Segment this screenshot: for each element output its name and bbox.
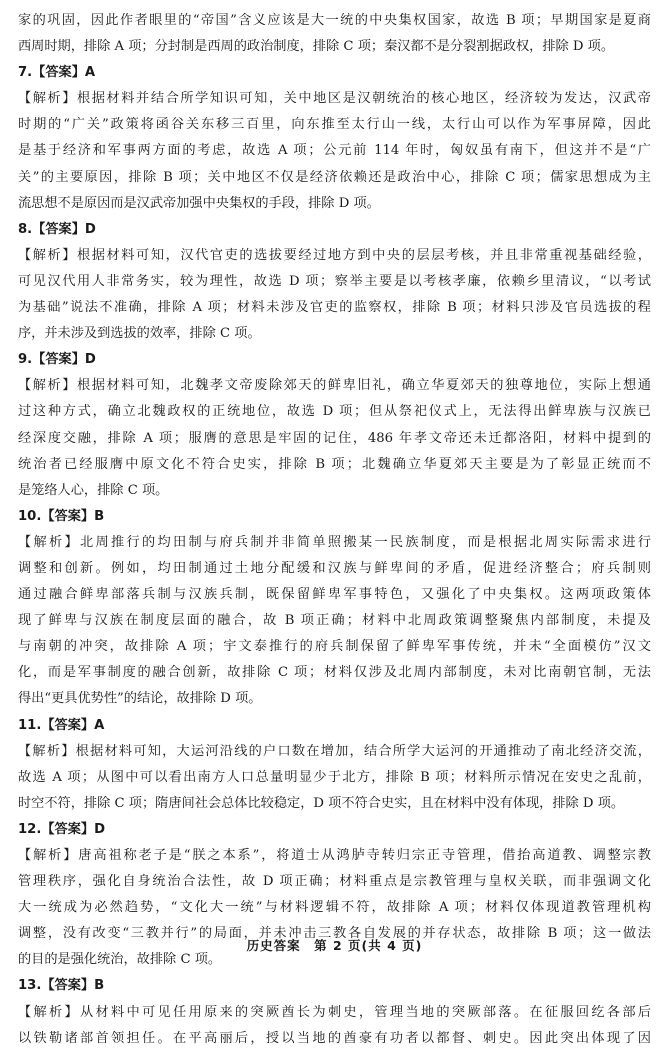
answer-text-block bbox=[18, 8, 651, 1052]
explanation-line: 管理秩序，强化自身统治合法性，故 D 项正确；材料重点是宗教管理与皇权关联，而非强调文化 bbox=[18, 874, 651, 890]
explanation-line: 调整和创新。例如，均田制通过土地分配缓和汉族与鲜卑间的矛盾，促进经济整合；府兵制则 bbox=[18, 560, 651, 576]
explanation-line: 的目的是强化统治，故排除 C 项。 bbox=[18, 952, 222, 968]
answer-key-line: 13.【答案】B bbox=[18, 978, 105, 994]
explanation-line: 统治者已经服膺中原文化不符合史实，排除 B 项；北魏确立华夏郊天主要是为了彰显正统而不 bbox=[18, 456, 651, 472]
explanation-line: 家的巩固，因此作者眼里的“帝国”含义应该是大一统的中央集权国家，故选 B 项；早期国家是夏商 bbox=[18, 13, 651, 28]
explanation-line: 【解析】根据材料可知，汉代官吏的选拔要经过地方到中央的层层考核，并且非常重视基础经验， bbox=[18, 247, 651, 263]
explanation-line: 为基础”说法不准确，排除 A 项；材料未涉及官吏的监察权，排除 B 项；材料只涉及官员选拔的程 bbox=[18, 300, 651, 316]
explanation-line: 是笼络人心，排除 C 项。 bbox=[18, 482, 169, 498]
explanation-line: 通过融合鲜卑部落兵制与汉族兵制，既保留鲜卑军事特色，又强化了中央集权。这两项政策体 bbox=[18, 587, 651, 603]
answer-key-line: 11.【答案】A bbox=[18, 717, 105, 733]
explanation-line: 过这种方式，确立北魏政权的正统地位，故选 D 项；但从祭祀仪式上，无法得出鲜卑族与汉族已 bbox=[18, 404, 651, 420]
answer-key-line: 7.【答案】A bbox=[18, 65, 96, 81]
answer-key-line: 9.【答案】D bbox=[18, 352, 96, 368]
explanation-line: 关”的主要原因，排除 B 项；关中地区不仅是经济依赖还是政治中心，排除 C 项；儒家思想成为主 bbox=[18, 169, 651, 185]
explanation-line: 时期的“广关”政策将函谷关东移三百里，向东推至太行山一线，太行山可以作为军事屏障，因此 bbox=[18, 117, 651, 133]
explanation-line: 化，而是军事制度的融合创新，故排除 C 项；材料仅涉及北周内部制度，未对比南朝官制，无法 bbox=[18, 665, 651, 681]
explanation-line: 序，并未涉及到选拔的效率，排除 C 项。 bbox=[18, 326, 261, 342]
answer-key-line: 10.【答案】B bbox=[18, 508, 105, 524]
answer-key-line: 12.【答案】D bbox=[18, 821, 106, 837]
explanation-line: 是基于经济和军事两方面的考虑，故选 A 项；公元前 114 年时，匈奴虽有南下，但这并不是“广 bbox=[18, 143, 651, 159]
explanation-line: 西周时期，排除 A 项；分封制是西周的政治制度，排除 C 项；秦汉都不是分裂割据政权，排除 D 项。 bbox=[18, 39, 615, 55]
explanation-line: 与南朝的冲突，故排除 A 项；宇文泰推行的府兵制保留了鲜卑军事传统，并未“全面模仿”汉文 bbox=[18, 639, 651, 655]
explanation-line: 以铁勒诸部首领担任。在平高丽后，授以当地的酋豪有功者以都督、刺史。因此突出体现了因 bbox=[18, 1030, 651, 1046]
explanation-line: 【解析】根据材料并结合所学知识可知，关中地区是汉朝统治的核心地区，经济较为发达，汉武帝 bbox=[18, 91, 651, 107]
explanation-line: 现了鲜卑与汉族在制度层面的融合，故 B 项正确；材料中北周政策调整聚焦内部制度，未提及 bbox=[18, 613, 651, 629]
explanation-line: 大一统成为必然趋势，“文化大一统”与材料逻辑不符，故排除 A 项；材料仅体现道教管理机构 bbox=[18, 900, 651, 916]
explanation-line: 【解析】根据材料可知，北魏孝文帝废除郊天的鲜卑旧礼，确立华夏郊天的独尊地位，实际上想通 bbox=[18, 378, 651, 394]
explanation-line: 【解析】根据材料可知，大运河沿线的户口数在增加，结合所学大运河的开通推动了南北经济交流， bbox=[18, 743, 651, 759]
explanation-line: 【解析】从材料中可见任用原来的突厥酋长为刺史，管理当地的突厥部落。在征服回纥各部后 bbox=[18, 1004, 651, 1020]
explanation-line: 故选 A 项；从图中可以看出南方人口总量明显少于北方，排除 B 项；材料所示情况在安史之乱前， bbox=[18, 769, 651, 785]
explanation-line: 可见汉代用人非常务实，较为理性，故选 D 项；察举主要是以考核孝廉，依赖乡里清议，“以考试 bbox=[18, 273, 651, 289]
answer-key-line: 8.【答案】D bbox=[18, 221, 96, 237]
explanation-line: 【解析】唐高祖称老子是“朕之本系”，将道士从鸿胪寺转归宗正寺管理，借抬高道教、调整宗教 bbox=[18, 848, 651, 863]
explanation-line: 调整，没有改变“三教并行”的局面，并未冲击三教各自发展的并存状态，故排除 B 项；这一做法 bbox=[18, 926, 651, 942]
explanation-line: 【解析】北周推行的均田制与府兵制并非简单照搬某一民族制度，而是根据北周实际需求进行 bbox=[18, 534, 651, 550]
explanation-line: 经深度交融，排除 A 项；服膺的意思是牢固的记住，486 年孝文帝还未迁都洛阳，材料中提到的 bbox=[18, 430, 651, 446]
page-footer: 历史答案 第 2 页(共 4 页) bbox=[246, 938, 423, 953]
explanation-line: 得出“更具优势性”的结论，故排除 D 项。 bbox=[18, 691, 262, 707]
explanation-line: 时空不符，排除 C 项；隋唐间社会总体比较稳定，D 项不符合史实，且在材料中没有体现，排除 D 项。 bbox=[18, 795, 625, 811]
explanation-line: 流思想不是原因而是汉武帝加强中央集权的手段，排除 D 项。 bbox=[18, 195, 380, 211]
